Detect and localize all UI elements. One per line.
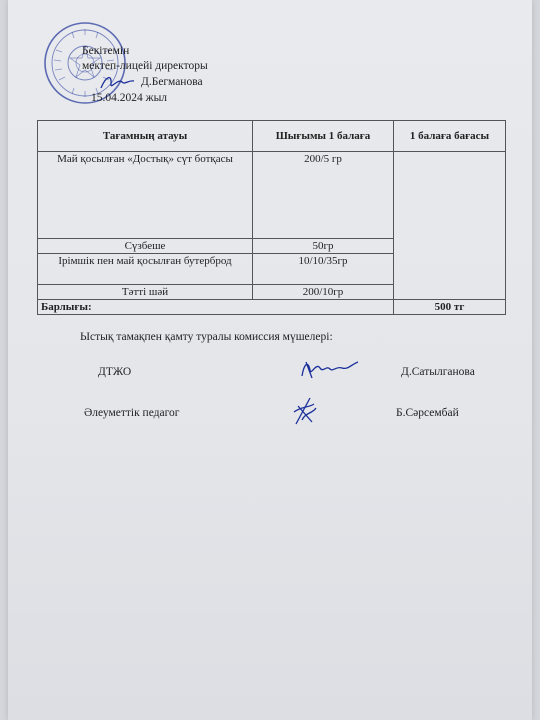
dish-name: Сүзбеше — [38, 239, 253, 254]
table-total-row — [38, 300, 506, 315]
commission-title: Ыстық тамақпен қамту туралы комиссия мүшелері: — [80, 331, 333, 343]
header-portion: Шығымы 1 балаға — [253, 121, 394, 152]
table-header-row — [38, 121, 506, 152]
dish-name: Май қосылған «Достық» сүт ботқасы — [38, 152, 253, 239]
table-row — [38, 152, 506, 239]
header-price: 1 балаға бағасы — [394, 121, 506, 152]
member-name: Д.Сатылганова — [401, 366, 475, 378]
total-price: 500 тг — [394, 300, 506, 315]
director-name: Д.Бегманова — [141, 76, 203, 88]
header-dish-name: Тағамның атауы — [38, 121, 253, 152]
total-label: Барлығы: — [38, 300, 394, 315]
approval-date: 15.04.2024 жыл — [91, 92, 168, 104]
approval-position: мектеп-лицейі директоры — [82, 60, 208, 72]
menu-table — [37, 120, 506, 315]
member-name: Б.Сәрсембай — [396, 407, 459, 419]
dish-portion: 50гр — [253, 239, 394, 254]
dish-portion: 200/5 гр — [253, 152, 394, 239]
price-cell — [394, 152, 506, 300]
member-signature — [298, 356, 362, 382]
dish-name: Тәтті шәй — [38, 285, 253, 300]
dish-portion: 10/10/35гр — [253, 254, 394, 285]
dish-portion: 200/10гр — [253, 285, 394, 300]
document-page — [8, 0, 532, 720]
member-role: Әлеуметтік педагог — [84, 407, 180, 419]
dish-name: Ірімшік пен май қосылған бутерброд — [38, 254, 253, 285]
member-role: ДТЖО — [98, 366, 132, 378]
approval-word: Бекітемін — [82, 45, 130, 57]
member-signature — [288, 394, 322, 428]
